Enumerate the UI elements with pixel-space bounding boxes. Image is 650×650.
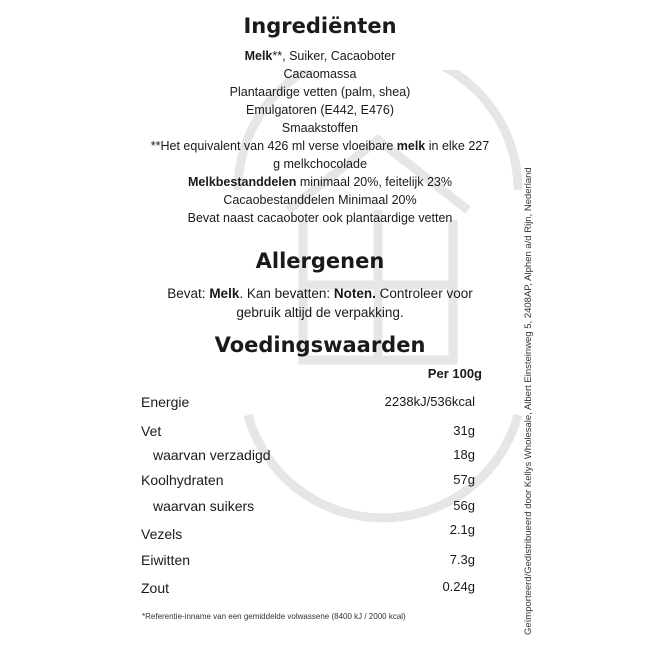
nutrient-label: Vezels: [141, 526, 183, 542]
nutrient-value: 31g: [453, 423, 475, 438]
allergens-heading: Allergenen: [255, 249, 385, 273]
ingredient-line: Plantaardige vetten (palm, shea): [229, 85, 411, 99]
ingredient-text: in elke 227: [425, 139, 490, 153]
ingredients-heading: Ingrediënten: [243, 14, 397, 38]
allergen-bold: Melk: [209, 286, 240, 301]
ingredient-line: Cacaobestanddelen Minimaal 20%: [223, 193, 417, 207]
allergen-text: Controleer voor: [375, 286, 473, 301]
ingredient-line: Cacaomassa: [283, 67, 357, 81]
ingredient-line: Smaakstoffen: [281, 121, 359, 135]
nutrient-value: 7.3g: [449, 552, 475, 567]
nutrient-value: 0.24g: [442, 579, 475, 594]
column-header: Per 100g: [427, 366, 482, 381]
ingredient-line: Emulgatoren (E442, E476): [245, 103, 394, 117]
nutrient-label: Vet: [141, 423, 162, 439]
distributor-text: Geïmporteerd/Gedistribueerd door Kellys Wholesale, Albert Einsteinweg 5, 2408AP, Alphen a/d Rijn, Nederland: [523, 167, 534, 635]
ingredient-line: [130, 47, 510, 65]
allergen-bold: Noten.: [333, 286, 376, 301]
allergen-text: . Kan bevatten:: [239, 286, 334, 301]
reference-footnote: *Referentie-inname van een gemiddelde volwassene (8400 kJ / 2000 kcal): [142, 612, 406, 621]
ingredient-text: **Het equivalent van 426 ml verse vloeibare: [150, 139, 397, 153]
nutrient-value: 18g: [453, 447, 475, 462]
ingredient-bold: Melkbestanddelen: [188, 175, 297, 189]
nutrient-label: waarvan verzadigd: [153, 447, 271, 463]
nutrient-label: waarvan suikers: [153, 498, 255, 514]
nutrient-label: Zout: [141, 580, 170, 596]
nutrient-label: Energie: [141, 394, 190, 410]
nutrient-value: 2238kJ/536kcal: [384, 394, 475, 409]
allergens-text: [130, 284, 510, 322]
ingredients-list: [130, 47, 510, 227]
nutrient-label: Eiwitten: [141, 552, 191, 568]
ingredient-line: [130, 173, 510, 191]
allergen-text: Bevat:: [167, 286, 210, 301]
allergen-line: [130, 284, 510, 303]
nutrient-value: 57g: [453, 472, 475, 487]
allergen-line: gebruik altijd de verpakking.: [236, 305, 404, 320]
ingredient-line: Bevat naast cacaoboter ook plantaardige vetten: [187, 211, 453, 225]
ingredient-text: **, Suiker, Cacaoboter: [272, 49, 396, 63]
nutrition-heading: Voedingswaarden: [214, 333, 426, 357]
ingredient-bold: Melk: [244, 49, 273, 63]
ingredient-bold: melk: [396, 139, 426, 153]
ingredient-note: [130, 137, 510, 155]
nutrient-label: Koolhydraten: [141, 472, 224, 488]
nutrient-value: 2.1g: [449, 522, 475, 537]
nutrient-value: 56g: [453, 498, 475, 513]
ingredient-text: minimaal 20%, feitelijk 23%: [296, 175, 452, 189]
ingredient-note: g melkchocolade: [273, 157, 367, 171]
